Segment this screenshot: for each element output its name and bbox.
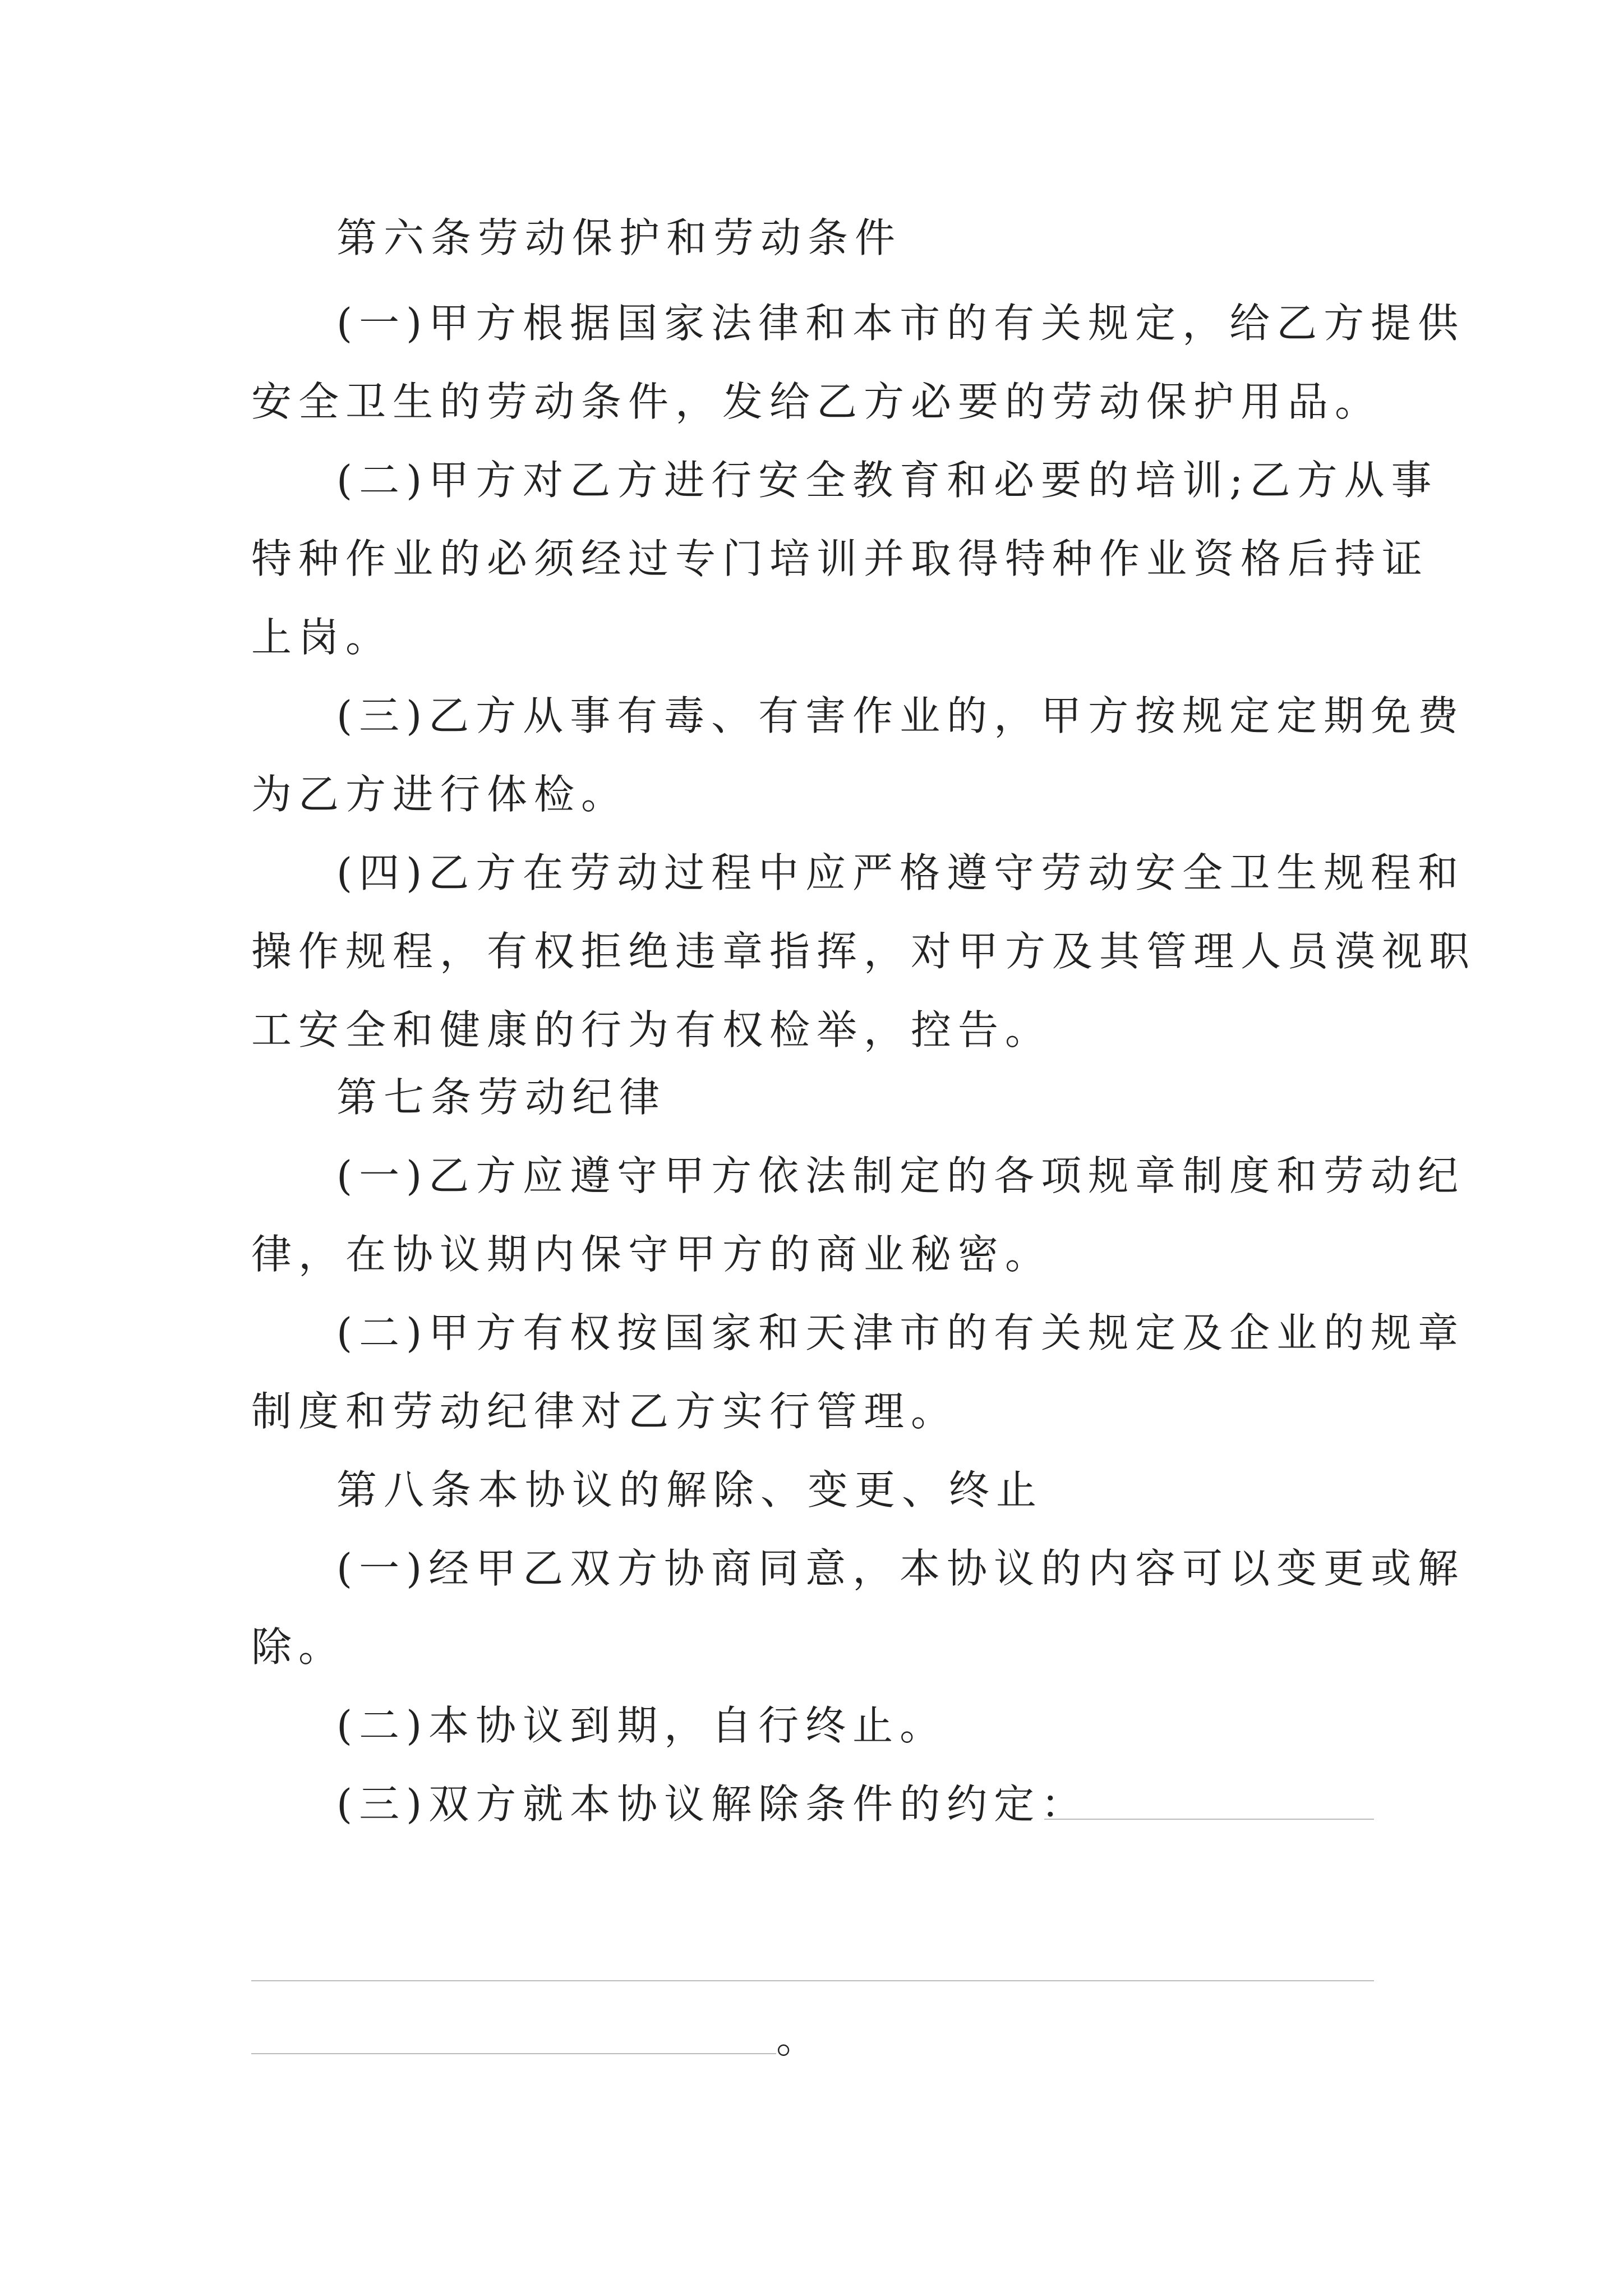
- paragraph-line: 上岗。: [251, 614, 393, 661]
- paragraph-line: (三)双方就本协议解除条件的约定：: [336, 1780, 1089, 1828]
- paragraph-line: 制度和劳动纪律对乙方实行管理。: [251, 1388, 958, 1435]
- paragraph-line: 除。: [251, 1623, 346, 1671]
- paragraph-line: (四)乙方在劳动过程中应严格遵守劳动安全卫生规程和: [336, 849, 1465, 896]
- paragraph-line: 工安全和健康的行为有权检举，控告。: [251, 1006, 1053, 1053]
- paragraph-line: (一)乙方应遵守甲方依法制定的各项规章制度和劳动纪: [336, 1152, 1465, 1199]
- fill-in-blank-line: [251, 1980, 1374, 1981]
- paragraph-line: 操作规程，有权拒绝违章指挥，对甲方及其管理人员漠视职: [251, 928, 1477, 975]
- paragraph-line: 安全卫生的劳动条件，发给乙方必要的劳动保护用品。: [251, 378, 1382, 425]
- fill-in-blank-line: [1044, 1819, 1374, 1820]
- paragraph-line: (二)本协议到期，自行终止。: [336, 1702, 947, 1749]
- paragraph-line: (一)甲方根据国家法律和本市的有关规定，给乙方提供: [336, 300, 1465, 347]
- paragraph-line: (二)甲方有权按国家和天津市的有关规定及企业的规章: [336, 1309, 1465, 1356]
- article-6-heading: 第六条劳动保护和劳动条件: [336, 214, 902, 261]
- paragraph-line: (三)乙方从事有毒、有害作业的，甲方按规定定期免费: [336, 692, 1465, 739]
- fill-in-blank-line: [251, 2053, 776, 2054]
- closing-period: 。: [776, 2015, 817, 2062]
- article-7-heading: 第七条劳动纪律: [336, 1074, 667, 1121]
- paragraph-line: 为乙方进行体检。: [251, 771, 629, 818]
- article-8-heading: 第八条本协议的解除、变更、终止: [336, 1466, 1044, 1513]
- paragraph-line: (一)经甲乙双方协商同意，本协议的内容可以变更或解: [336, 1545, 1465, 1592]
- paragraph-line: 律，在协议期内保守甲方的商业秘密。: [251, 1231, 1053, 1278]
- paragraph-line: (二)甲方对乙方进行安全教育和必要的培训;乙方从事: [336, 457, 1438, 504]
- paragraph-line: 特种作业的必须经过专门培训并取得特种作业资格后持证: [251, 535, 1430, 582]
